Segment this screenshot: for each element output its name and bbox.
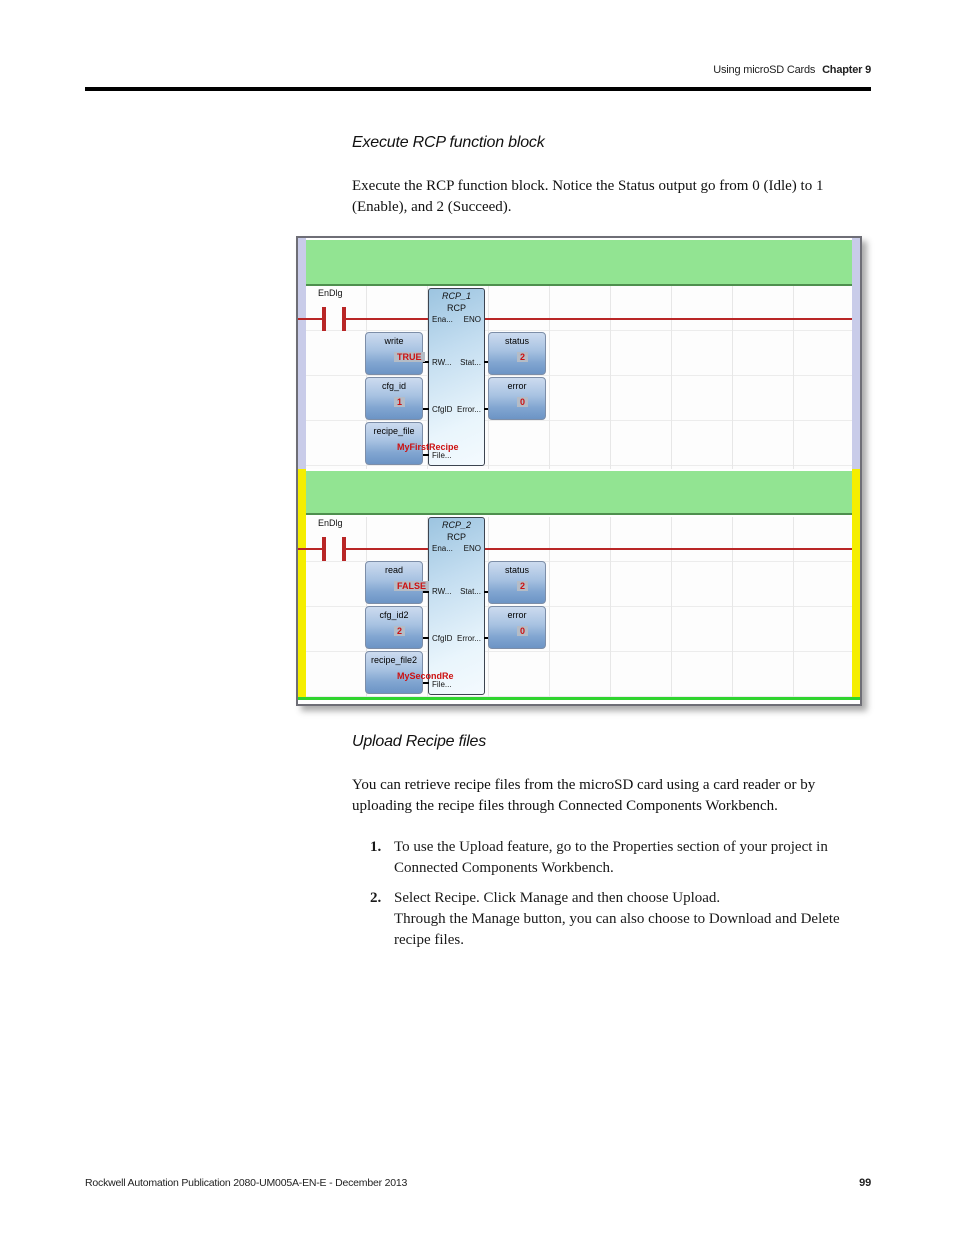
var-name: cfg_id2 bbox=[379, 610, 409, 620]
list-item-text: Select Recipe. Click Manage and then choose Upload. bbox=[394, 890, 721, 906]
rung1-wire-left bbox=[298, 318, 322, 320]
ladder-editor-screenshot bbox=[296, 236, 862, 706]
footer-page-number: 99 bbox=[859, 1177, 871, 1189]
rung2-var-read[interactable]: read FALSE bbox=[365, 561, 423, 604]
rung1-wire-right bbox=[485, 318, 852, 320]
upload-steps-list bbox=[370, 837, 875, 960]
rung1-var-error[interactable]: error 0 bbox=[488, 377, 546, 420]
pin-tick bbox=[422, 637, 429, 639]
var-name: error bbox=[507, 381, 527, 391]
section-heading-upload-recipe: Upload Recipe files bbox=[352, 733, 487, 750]
rung2-selection-border-bottom bbox=[298, 697, 860, 700]
rung1-contact-icon[interactable] bbox=[322, 307, 326, 331]
rung2-rcp-function-block[interactable] bbox=[428, 517, 485, 695]
var-name: recipe_file2 bbox=[370, 655, 418, 665]
pin-tick bbox=[422, 408, 429, 410]
var-name: read bbox=[384, 565, 403, 575]
page-footer bbox=[85, 1177, 871, 1189]
rung2-fb-instance: RCP_2 bbox=[441, 520, 471, 530]
rung1-pin-rw: RW... bbox=[432, 358, 452, 367]
list-item bbox=[370, 888, 875, 951]
rung1-fb-type: RCP bbox=[446, 303, 466, 313]
rung2-selection-border-right bbox=[852, 469, 860, 700]
footer-publication: Rockwell Automation Publication 2080-UM005A-EN-E - December 2013 bbox=[85, 1177, 408, 1189]
rung2-pin-stat: Stat... bbox=[460, 587, 481, 596]
rung1-var-status[interactable]: status 2 bbox=[488, 332, 546, 375]
rung1-contact-label: EnDlg bbox=[318, 288, 343, 298]
list-item-number: 1. bbox=[370, 839, 382, 855]
rung1-right-scroll-margin[interactable] bbox=[852, 238, 860, 469]
rung1-pin-error: Error... bbox=[456, 405, 481, 414]
rung2-var-recipe-file2[interactable]: recipe_file2 MySecondRe bbox=[365, 651, 423, 694]
pin-tick bbox=[422, 454, 429, 456]
running-header-section: Using microSD Cards bbox=[713, 64, 816, 76]
rung2-header-bar[interactable] bbox=[306, 471, 852, 515]
rung1-wire-mid bbox=[346, 318, 428, 320]
rung1-left-margin bbox=[298, 238, 306, 469]
rung2-contact-label: EnDlg bbox=[318, 518, 343, 528]
rung1-pin-ena: Ena... bbox=[432, 315, 453, 324]
rung1-fb-instance: RCP_1 bbox=[441, 291, 471, 301]
rung2-pin-error: Error... bbox=[456, 634, 481, 643]
rung2-pin-eno: ENO bbox=[463, 544, 481, 553]
rung1-var-cfg-id[interactable]: cfg_id 1 bbox=[365, 377, 423, 420]
var-name: error bbox=[507, 610, 527, 620]
pin-tick bbox=[422, 682, 429, 684]
list-item bbox=[370, 837, 875, 879]
rung2-pin-ena: Ena... bbox=[432, 544, 453, 553]
rung2-var-cfg-id2[interactable]: cfg_id2 2 bbox=[365, 606, 423, 649]
rung1-var-recipe-file[interactable]: recipe_file MyFirstRecipe bbox=[365, 422, 423, 465]
list-item-text: Through the Manage button, you can also choose to Download and Delete recipe files. bbox=[394, 911, 840, 948]
running-header bbox=[85, 64, 871, 76]
var-name: recipe_file bbox=[373, 426, 415, 436]
rung2-wire-left bbox=[298, 548, 322, 550]
rung1-var-write[interactable]: write TRUE bbox=[365, 332, 423, 375]
rung2-wire-mid bbox=[346, 548, 428, 550]
var-name: cfg_id bbox=[381, 381, 407, 391]
rung2-var-error[interactable]: error 0 bbox=[488, 606, 546, 649]
var-name: write bbox=[384, 336, 404, 346]
header-rule bbox=[85, 87, 871, 91]
rung1-rcp-function-block[interactable] bbox=[428, 288, 485, 466]
rung2-pin-cfgid: CfgID bbox=[432, 634, 453, 643]
rung1-pin-file: File... bbox=[432, 451, 452, 460]
rung2-contact-icon[interactable] bbox=[322, 537, 326, 561]
list-item-text: To use the Upload feature, go to the Properties section of your project in Connected Components Workbench. bbox=[394, 839, 828, 876]
rung2-var-status[interactable]: status 2 bbox=[488, 561, 546, 604]
section-body-upload-recipe: You can retrieve recipe files from the microSD card using a card reader or by uploading the recipe files through Connected Components Workbench. bbox=[352, 777, 816, 814]
section-heading-execute-rcp: Execute RCP function block bbox=[352, 134, 545, 151]
var-name: status bbox=[504, 336, 529, 346]
rung2-fb-type: RCP bbox=[446, 532, 466, 542]
var-name: status bbox=[504, 565, 529, 575]
section-body-execute-rcp: Execute the RCP function block. Notice the Status output go from 0 (Idle) to 1 (Enable), and 2 (Succeed). bbox=[352, 178, 824, 215]
rung2-pin-file: File... bbox=[432, 680, 452, 689]
rung2-selection-border-left bbox=[298, 469, 306, 700]
pin-tick bbox=[422, 591, 429, 593]
list-item-number: 2. bbox=[370, 890, 382, 906]
rung1-header-bar[interactable] bbox=[306, 240, 852, 286]
rung1-pin-stat: Stat... bbox=[460, 358, 481, 367]
rung2-wire-right bbox=[485, 548, 852, 550]
rung2-pin-rw: RW... bbox=[432, 587, 452, 596]
running-header-chapter: Chapter 9 bbox=[822, 64, 871, 76]
rung1-pin-eno: ENO bbox=[463, 315, 481, 324]
rung1-pin-cfgid: CfgID bbox=[432, 405, 453, 414]
